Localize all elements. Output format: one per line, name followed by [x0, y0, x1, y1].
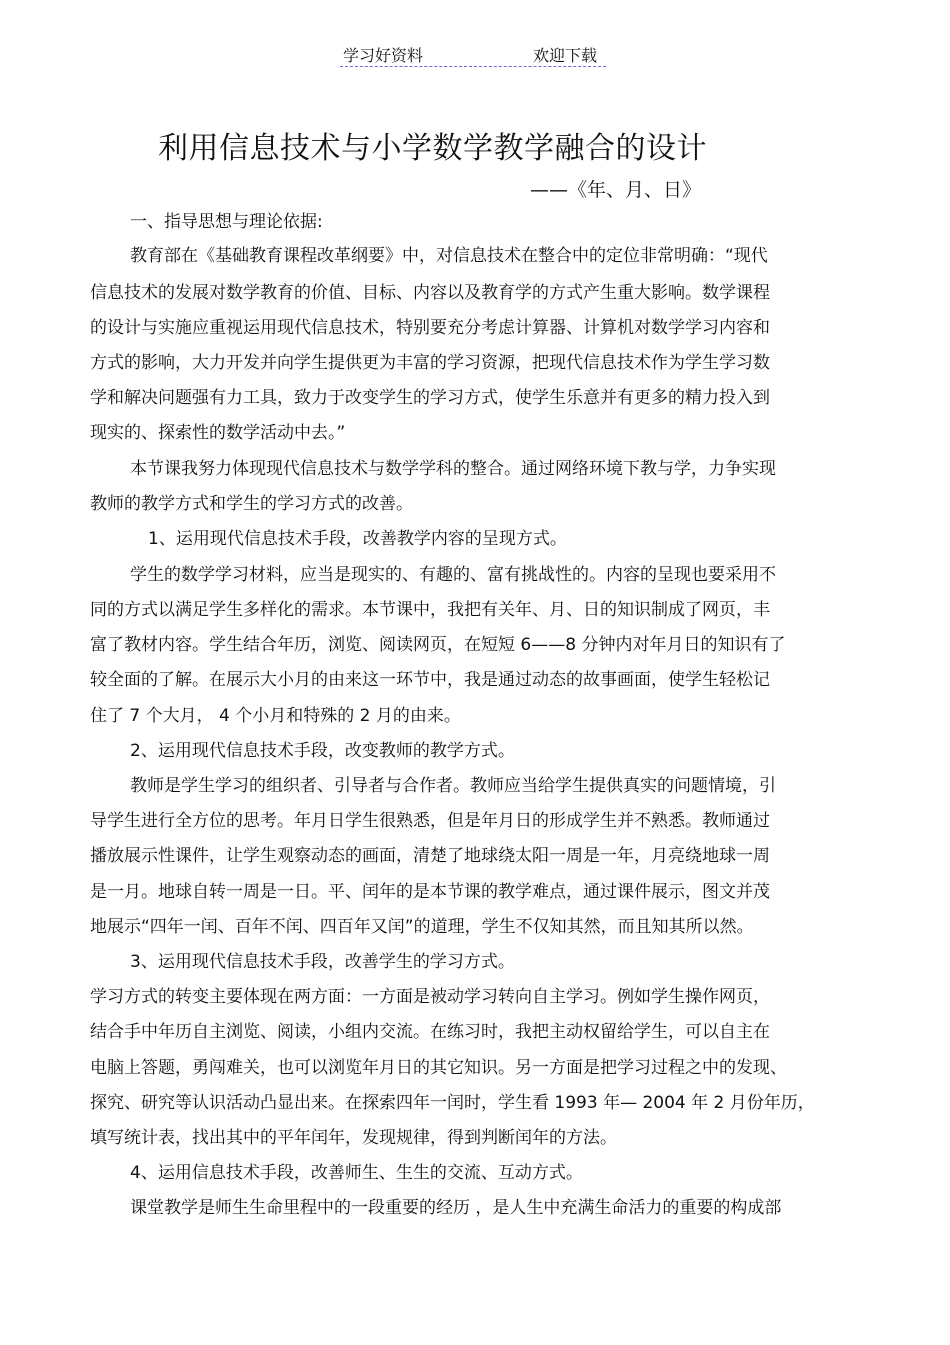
body-line: 教师是学生学习的组织者、引导者与合作者。教师应当给学生提供真实的问题情境，引	[130, 776, 776, 796]
body-line: 住了 7 个大月， 4 个小月和特殊的 2 月的由来。	[90, 706, 461, 726]
body-line: 教师的教学方式和学生的学习方式的改善。	[90, 494, 413, 514]
body-line: 探究、研究等认识活动凸显出来。在探索四年一闰时，学生看 1993 年— 2004 年 2 月份年历，	[90, 1093, 815, 1113]
body-line: 电脑上答题，勇闯难关，也可以浏览年月日的其它知识。另一方面是把学习过程之中的发现、	[90, 1058, 787, 1078]
section-heading: 一、指导思想与理论依据:	[130, 212, 323, 232]
body-line: 填写统计表，找出其中的平年闰年，发现规律，得到判断闰年的方法。	[90, 1128, 617, 1148]
body-line: 现实的、探索性的数学活动中去。”	[90, 423, 346, 443]
header-right-text: 欢迎下载	[533, 46, 598, 65]
body-line: 同的方式以满足学生多样化的需求。本节课中，我把有关年、月、日的知识制成了网页，丰	[90, 600, 770, 620]
body-line: 本节课我努力体现现代信息技术与数学学科的整合。通过网络环境下教与学，力争实现	[130, 459, 776, 479]
body-line: 学习方式的转变主要体现在两方面：一方面是被动学习转向自主学习。例如学生操作网页，	[90, 987, 770, 1007]
body-line: 富了教材内容。学生结合年历，浏览、阅读网页，在短短 6——8 分钟内对年月日的知识有了	[90, 635, 786, 655]
body-line: 较全面的了解。在展示大小月的由来这一环节中，我是通过动态的故事画面，使学生轻松记	[90, 670, 770, 690]
body-line: 结合手中年历自主浏览、阅读，小组内交流。在练习时，我把主动权留给学生，可以自主在	[90, 1022, 770, 1042]
body-line: 学和解决问题强有力工具，致力于改变学生的学习方式，使学生乐意并有更多的精力投入到	[90, 388, 770, 408]
page-header	[340, 40, 606, 67]
body-line: 信息技术的发展对数学教育的价值、目标、内容以及教育学的方式产生重大影响。数学课程	[90, 283, 770, 303]
body-line: 是一月。地球自转一周是一日。平、闰年的是本节课的教学难点，通过课件展示，图文并茂	[90, 882, 770, 902]
body-line: 地展示“四年一闰、百年不闰、四百年又闰”的道理，学生不仅知其然，而且知其所以然。	[90, 917, 754, 937]
subsection-heading: 3、运用现代信息技术手段，改善学生的学习方式。	[130, 952, 515, 972]
body-line: 学生的数学学习材料，应当是现实的、有趣的、富有挑战性的。内容的呈现也要采用不	[130, 565, 776, 585]
body-line: 导学生进行全方位的思考。年月日学生很熟悉，但是年月日的形成学生并不熟悉。教师通过	[90, 811, 770, 831]
body-line: 教育部在《基础教育课程改革纲要》中，对信息技术在整合中的定位非常明确：“现代	[130, 246, 768, 266]
document-subtitle: ——《年、月、日》	[530, 179, 702, 201]
body-line: 方式的影响，大力开发并向学生提供更为丰富的学习资源，把现代信息技术作为学生学习数	[90, 353, 770, 373]
body-line: 课堂教学是师生生命里程中的一段重要的经历 ，是人生中充满生命活力的重要的构成部	[130, 1198, 782, 1218]
document-title: 利用信息技术与小学数学教学融合的设计	[158, 131, 707, 166]
header-left-text: 学习好资料	[343, 46, 424, 65]
subsection-heading: 1、运用现代信息技术手段，改善教学内容的呈现方式。	[148, 529, 567, 549]
subsection-heading: 2、运用现代信息技术手段，改变教师的教学方式。	[130, 741, 515, 761]
body-line: 的设计与实施应重视运用现代信息技术，特别要充分考虑计算器、计算机对数学学习内容和	[90, 318, 770, 338]
body-line: 播放展示性课件，让学生观察动态的画面，清楚了地球绕太阳一周是一年，月亮绕地球一周	[90, 846, 770, 866]
subsection-heading: 4、运用信息技术手段，改善师生、生生的交流、互动方式。	[130, 1163, 583, 1183]
